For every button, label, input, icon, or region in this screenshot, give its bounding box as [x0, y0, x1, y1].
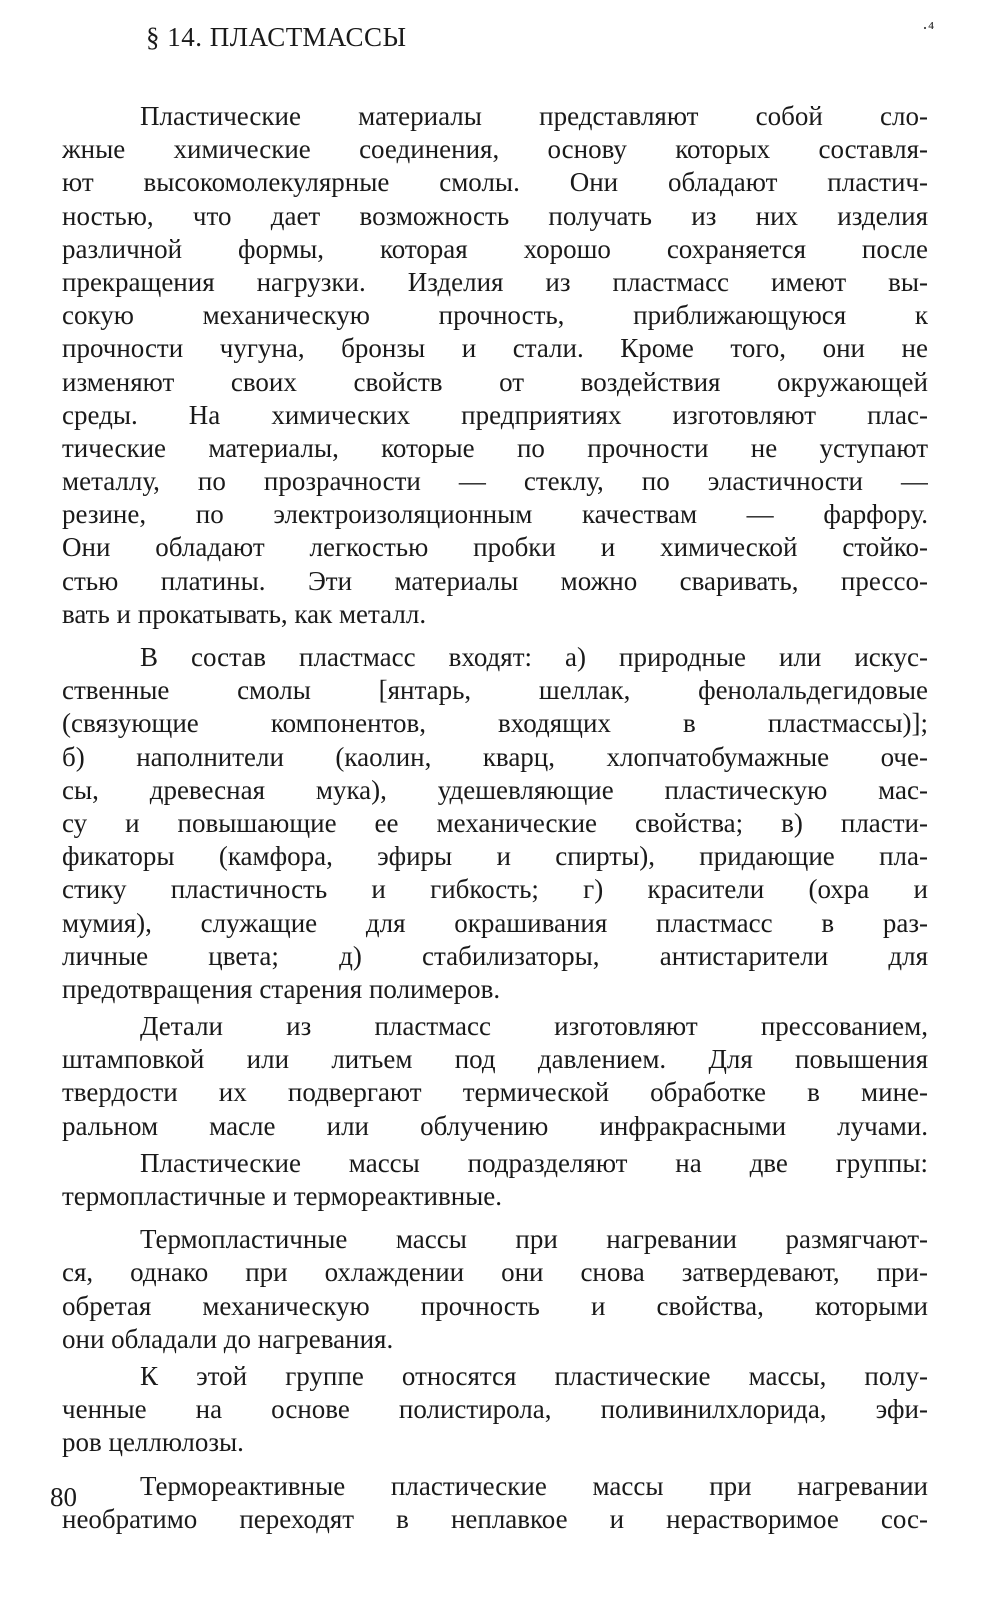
text-line: мумия), служащие для окрашивания пластмасс в раз-: [62, 907, 928, 938]
text-line: они обладали до нагревания.: [62, 1323, 394, 1354]
text-line: Термореактивные пластические массы при нагревании: [140, 1470, 928, 1501]
text-line: предотвращения старения полимеров.: [62, 973, 501, 1004]
text-line: К этой группе относятся пластические массы, полу-: [140, 1360, 928, 1391]
paragraph: [62, 1360, 928, 1460]
corner-mark: ·⁴: [922, 18, 935, 38]
paragraph-gap: [62, 1460, 928, 1470]
text-line: Они обладают легкостью пробки и химической стойко-: [62, 532, 928, 563]
text-line: твердости их подвергают термической обработке в мине-: [62, 1077, 928, 1108]
text-line: сы, древесная мука), удешевляющие пластическую мас-: [62, 774, 928, 805]
text-line: изменяют своих свойств от воздействия окружающей: [62, 366, 928, 397]
text-line: стью платины. Эти материалы можно сваривать, прессо-: [62, 565, 928, 596]
text-line: вать и прокатывать, как металл.: [62, 598, 427, 629]
section-heading: § 14. ПЛАСТМАССЫ: [146, 22, 407, 52]
text-line: тические материалы, которые по прочности не уступают: [62, 432, 928, 463]
body-text: [62, 100, 928, 1536]
text-line: стику пластичность и гибкость; г) красители (охра и: [62, 874, 928, 905]
text-line: Детали из пластмасс изготовляют прессованием,: [140, 1011, 928, 1042]
text-line: Термопластичные массы при нагревании размягчают-: [140, 1224, 928, 1255]
text-line: ральном масле или облучению инфракрасными лучами.: [62, 1110, 928, 1141]
text-line: ся, однако при охлаждении они снова затвердевают, при-: [62, 1257, 928, 1288]
text-line: жные химические соединения, основу которых составля-: [62, 134, 928, 165]
text-line: В состав пластмасс входят: а) природные или искус-: [140, 642, 928, 672]
paragraph-gap: [62, 631, 928, 641]
text-line: ют высокомолекулярные смолы. Они обладают пластич-: [62, 167, 928, 198]
text-line: необратимо переходят в неплавкое и нерастворимое сос-: [62, 1503, 928, 1534]
text-line: фикаторы (камфора, эфиры и спирты), придающие пла-: [62, 841, 928, 872]
text-line: ностью, что дает возможность получать из них изделия: [62, 200, 928, 231]
text-line: штамповкой или литьем под давлением. Для повышения: [62, 1044, 928, 1075]
text-line: обретая механическую прочность и свойства, которыми: [62, 1290, 928, 1321]
text-line: различной формы, которая хорошо сохраняется после: [62, 233, 928, 264]
paragraph: [62, 1223, 928, 1356]
paragraph: [62, 1010, 928, 1143]
paragraph: [62, 1147, 928, 1213]
paragraph-gap: [62, 1213, 928, 1223]
text-line: личные цвета; д) стабилизаторы, антистарители для: [62, 940, 928, 971]
text-line: су и повышающие ее механические свойства; в) пласти-: [62, 807, 928, 838]
text-line: Пластические материалы представляют собой сло-: [140, 101, 928, 131]
text-line: ченные на основе полистирола, поливинилхлорида, эфи-: [62, 1394, 928, 1425]
text-line: прекращения нагрузки. Изделия из пластмасс имеют вы-: [62, 266, 928, 297]
text-line: металлу, по прозрачности — стеклу, по эластичности —: [62, 466, 928, 497]
text-line: б) наполнители (каолин, кварц, хлопчатобумажные оче-: [62, 741, 928, 772]
page-number: 80: [50, 1482, 77, 1512]
text-line: резине, по электроизоляционным качествам — фарфору.: [62, 499, 928, 530]
text-line: среды. На химических предприятиях изготовляют плас-: [62, 399, 928, 430]
paragraph: [62, 100, 928, 631]
text-line: (связующие компонентов, входящих в пластмассы)];: [62, 708, 928, 739]
text-line: прочности чугуна, бронзы и стали. Кроме того, они не: [62, 333, 928, 364]
text-line: Пластические массы подразделяют на две группы:: [140, 1147, 928, 1178]
text-line: ственные смолы [янтарь, шеллак, фенолальдегидовые: [62, 675, 928, 706]
paragraph: [62, 1470, 928, 1536]
text-line: сокую механическую прочность, приближающуюся к: [62, 300, 928, 331]
text-line: ров целлюлозы.: [62, 1427, 244, 1458]
text-line: термопластичные и термореактивные.: [62, 1181, 503, 1211]
paragraph: [62, 641, 928, 1006]
